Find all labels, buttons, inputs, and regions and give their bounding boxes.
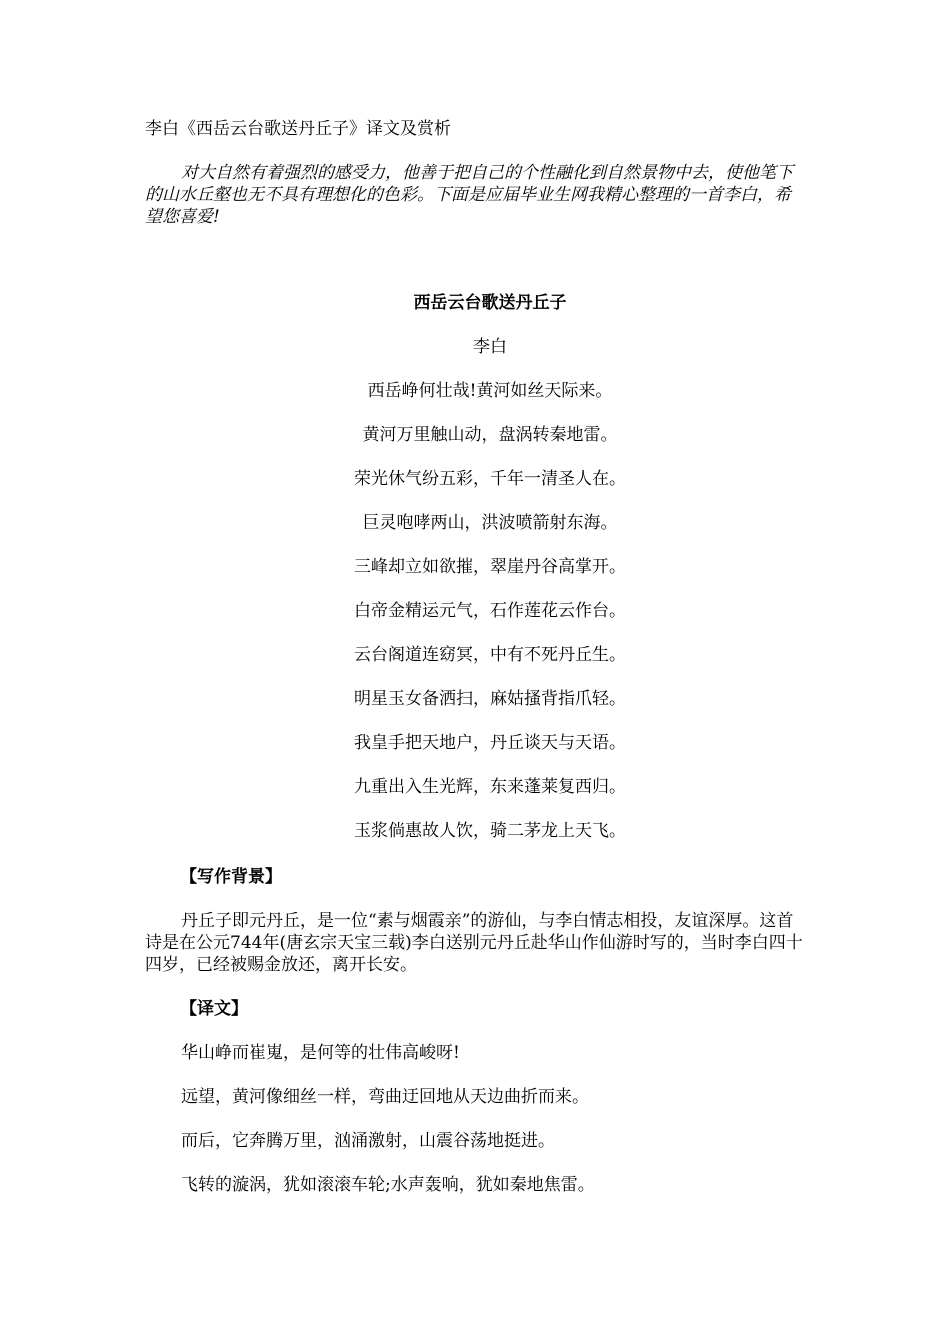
- poem-line: 三峰却立如欲摧，翠崖丹谷高掌开。: [354, 557, 626, 577]
- translation-line: 飞转的漩涡，犹如滚滚车轮;水声轰响，犹如秦地焦雷。: [181, 1175, 595, 1195]
- background-heading: 【写作背景】: [180, 867, 282, 887]
- poem-lines: [290, 380, 690, 842]
- document-title: 李白《西岳云台歌送丹丘子》译文及赏析: [145, 119, 451, 139]
- poem-line: 荣光休气纷五彩，千年一清圣人在。: [354, 469, 626, 489]
- poem-line: 我皇手把天地户，丹丘谈天与天语。: [354, 733, 626, 753]
- poem-line: 玉浆倘惠故人饮，骑二茅龙上天飞。: [354, 821, 626, 841]
- poem-line: 明星玉女备洒扫，麻姑搔背指爪轻。: [354, 689, 626, 709]
- poem-title: 西岳云台歌送丹丘子: [413, 293, 567, 313]
- translation-line: 华山峥而崔嵬，是何等的壮伟高峻呀!: [181, 1043, 460, 1063]
- intro-paragraph: 对大自然有着强烈的感受力，他善于把自己的个性融化到自然景物中去，使他笔下的山水丘壑也无不具有理想化的色彩。下面是应届毕业生网我精心整理的一首李白，希望您喜爱!: [145, 163, 793, 227]
- poem-line: 九重出入生光辉，东来蓬莱复西归。: [354, 777, 626, 797]
- poem-block: [290, 292, 690, 842]
- poem-line: 巨灵咆哮两山，洪波喷箭射东海。: [362, 513, 618, 533]
- translation-line: 而后，它奔腾万里，汹涌激射，山震谷荡地挺进。: [181, 1131, 555, 1151]
- poem-line: 西岳峥何壮哉!黄河如丝天际来。: [367, 381, 613, 401]
- poem-line: 白帝金精运元气，石作莲花云作台。: [354, 601, 626, 621]
- translation-line: 远望，黄河像细丝一样，弯曲迂回地从天边曲折而来。: [181, 1087, 589, 1107]
- translation-heading: 【译文】: [180, 999, 248, 1019]
- translation-lines: [181, 1042, 821, 1218]
- background-paragraph: 丹丘子即元丹丘，是一位“素与烟霞亲”的游仙，与李白情志相投，友谊深厚。这首诗是在公元744年(唐玄宗天宝三载)李白送别元丹丘赴华山作仙游时写的，当时李白四十四岁，已经被赐金放还，离开长安。: [145, 911, 803, 975]
- poem-line: 云台阁道连窈冥，中有不死丹丘生。: [354, 645, 626, 665]
- poem-line: 黄河万里触山动，盘涡转秦地雷。: [362, 425, 618, 445]
- poem-author: 李白: [473, 337, 507, 357]
